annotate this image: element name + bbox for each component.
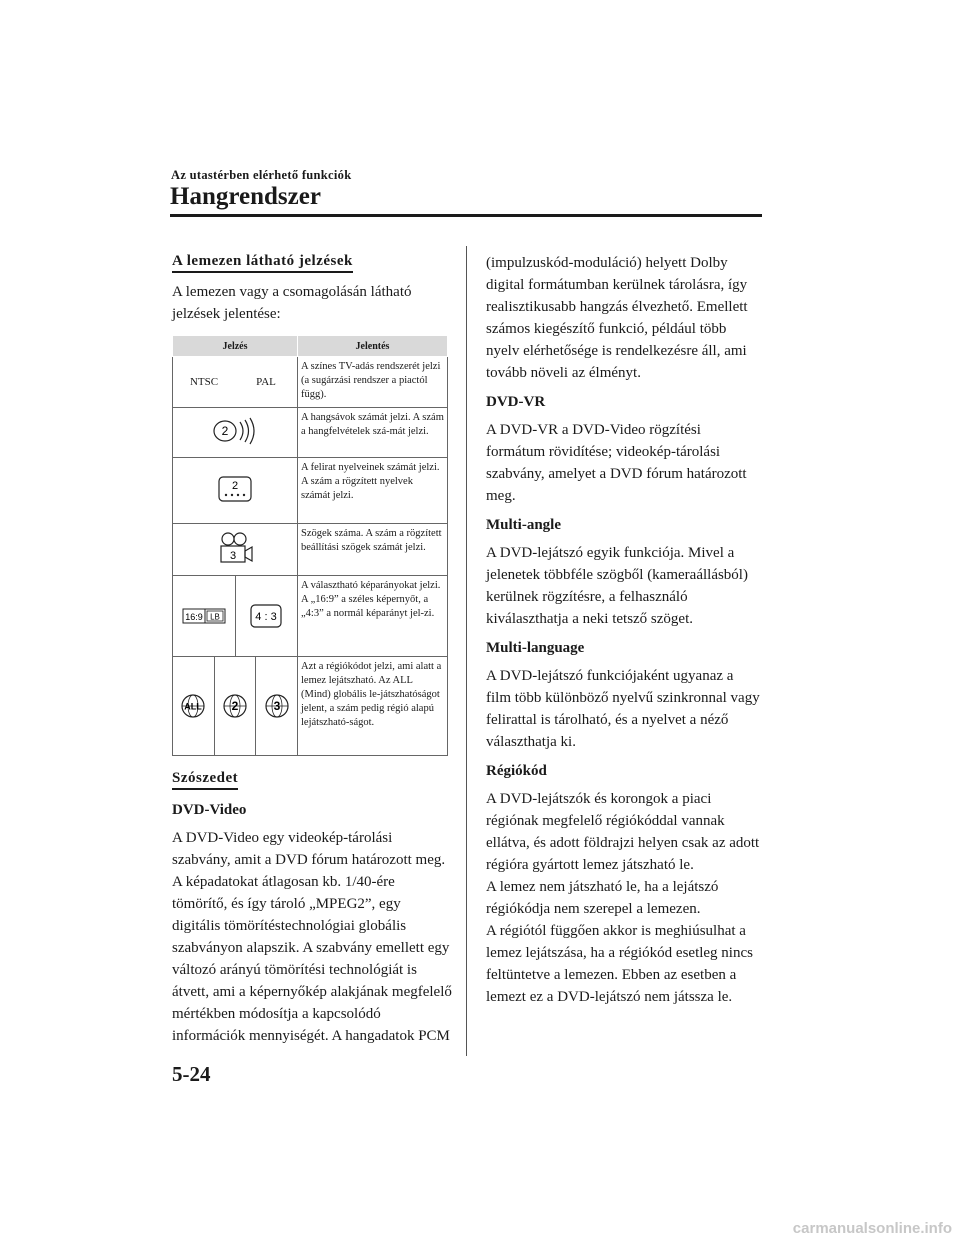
left-column — [172, 252, 452, 1047]
section-title-disc-markings: A lemezen látható jelzések — [172, 253, 353, 273]
right-column — [486, 252, 762, 1008]
col-header-symbol: Jelzés — [173, 336, 298, 357]
camera-angles-icon — [216, 531, 254, 565]
aspect-4-3-label: 4 : 3 — [255, 611, 277, 623]
ntsc-label: NTSC — [189, 376, 219, 388]
widescreen-icon — [182, 607, 226, 625]
subtitles-number: 2 — [231, 479, 239, 492]
region-all-label: ALL — [184, 701, 203, 712]
meaning-cell: A választható képarányokat jelzi. A „16:9” a széles képernyőt, a „4:3” a normál képarányt jel-zi. — [298, 576, 448, 657]
multi-angle-heading: Multi-angle — [486, 517, 561, 533]
region-3-icon — [264, 693, 290, 719]
table-row — [173, 357, 448, 408]
glossary-title: Szószedet — [172, 770, 238, 790]
multi-angle-text: A DVD-lejátszó egyik funkciója. Mivel a jelenetek többféle szögből (kameraállásból) kerülnek rögzítésre, a felhasználó kiválaszthatja a neki tetsző szöget. — [486, 545, 748, 627]
region-all-icon — [180, 693, 206, 719]
page-title: Hangrendszer — [170, 183, 321, 210]
region-code-heading: Régiókód — [486, 763, 547, 779]
dvd-vr-text: A DVD-VR a DVD-Video rögzítési formátum rövidítése; videokép-tárolási szabvány, amelyet a DVD fórum határozott meg. — [486, 422, 747, 504]
page-number: 5-24 — [172, 1062, 211, 1086]
header-rule — [170, 214, 762, 217]
multi-language-text: A DVD-lejátszó funkciójaként ugyanaz a film több különböző nyelvű szinkronnal vagy felirattal is tárolható, és a nyelvet a néző választhatja ki. — [486, 668, 760, 750]
region-code-text-3: A régiótól függően akkor is meghiúsulhat a lemez lejátszása, ha a régiókód esetleg nincs feltüntetve a lemezen. Ebben az esetben a lemezt ez a DVD-lejátszó nem játssza le. — [486, 923, 753, 1005]
continuation-text: (impulzuskód-moduláció) helyett Dolby digital formátumban kerülnek tárolásra, így realisztikusabb hangzás élvezhető. Emellett számos kiegészítő funkció, például több nyelv elérhetősége is rendelkezésre áll, ami tovább növeli az élményt. — [486, 255, 748, 381]
aspect-16-9-label: 16:9 — [184, 612, 203, 622]
table-row — [173, 408, 448, 458]
meaning-cell: Szögek száma. A szám a rögzített beállítási szögek számát jelzi. — [298, 524, 448, 576]
dvd-video-text: A DVD-Video egy videokép-tárolási szabvány, amit a DVD fórum határozott meg. — [172, 830, 446, 868]
table-row — [173, 576, 448, 657]
region-3-label: 3 — [273, 699, 281, 713]
section-label: Az utastérben elérhető funkciók — [171, 168, 352, 182]
col-header-meaning: Jelentés — [298, 336, 448, 357]
meaning-cell: A hangsávok számát jelzi. A szám a hangfelvételek szá-mát jelzi. — [298, 408, 448, 458]
disc-symbols-table — [172, 335, 448, 756]
region-2-label: 2 — [231, 699, 239, 713]
watermark: carmanualsonline.info — [792, 1220, 952, 1237]
multi-language-heading: Multi-language — [486, 640, 585, 656]
region-code-text-2: A lemez nem játszható le, ha a lejátszó régiókódja nem szerepel a lemezen. — [486, 879, 719, 917]
camera-angles-number: 3 — [229, 549, 237, 562]
meaning-cell: Azt a régiókódot jelzi, ami alatt a lemez lejátszható. Az ALL (Mind) globális le-játszhatóságot jelent, a szám pedig régió alapú lejátszható-ságot. — [298, 657, 448, 756]
pal-label: PAL — [256, 376, 276, 388]
dvd-vr-heading: DVD-VR — [486, 394, 546, 410]
region-code-text-1: A DVD-lejátszók és korongok a piaci régiónak megfelelő régiókóddal vannak ellátva, és adott földrajzi helyen csak az adott régióra gyártott lemez játszható le. — [486, 791, 760, 873]
letterbox-label: LB — [209, 612, 220, 622]
audio-tracks-icon — [210, 417, 260, 445]
dvd-video-heading: DVD-Video — [172, 802, 247, 818]
column-divider — [466, 246, 467, 1056]
meaning-cell: A színes TV-adás rendszerét jelzi (a sugárzási rendszer a piactól függ). — [298, 357, 448, 408]
subtitles-icon — [217, 475, 253, 503]
table-row — [173, 458, 448, 524]
dvd-video-text-2: A képadatokat átlagosan kb. 1/40-ére tömörítő, és így tároló „MPEG2”, egy digitális tömörítéstechnológiai globális szabványon alapszik. A szabvány emellett egy változó arányú tömörítési technológiát is átvett, ami a képernyőkép alakjának megfelelő mértékben módosítja a kapcsolódó információk mennyiségét. A hangadatok PCM — [172, 874, 452, 1044]
table-row — [173, 524, 448, 576]
intro-text: A lemezen vagy a csomagolásán látható jelzések jelentése: — [172, 284, 412, 322]
audio-tracks-number: 2 — [221, 423, 229, 438]
table-row — [173, 657, 448, 756]
meaning-cell: A felirat nyelveinek számát jelzi. A szám a rögzített nyelvek számát jelzi. — [298, 458, 448, 524]
standard-ratio-icon — [249, 603, 283, 629]
region-2-icon — [222, 693, 248, 719]
